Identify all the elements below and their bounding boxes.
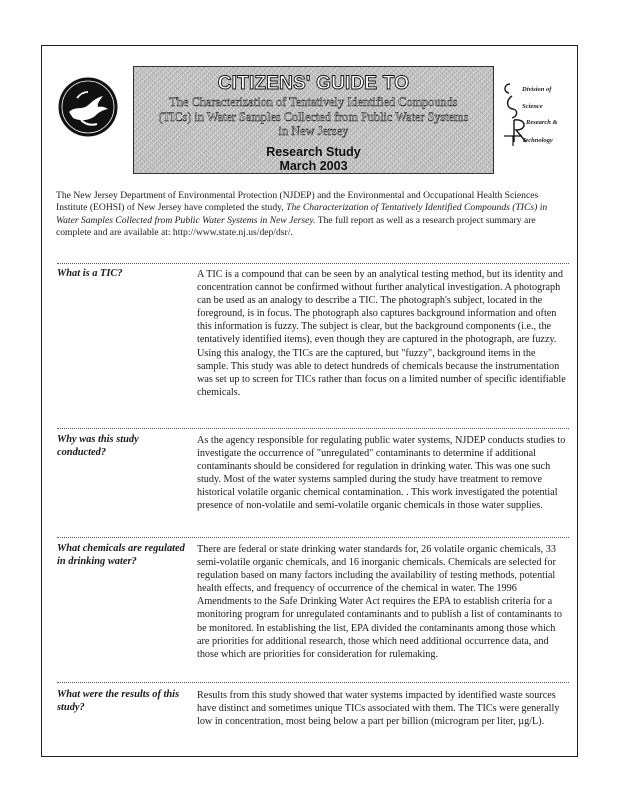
subtitle-line-2: (TICs) in Water Samples Collected from Public Water Systems [158, 109, 469, 124]
answer-regulated-chemicals: There are federal or state drinking water standards for, 26 volatile organic chemicals, 33 semi-volatile organic chemicals, and 16 inorganic chemicals. Chemicals are selected for regulation based on many factors including the availability of testing methods, potential health effects, and frequency of occurrence of the chemical in water. The 1996 Amendments to the Safe Drinking Water Act requires the EPA to establish criteria for a monitoring program for unregulated contaminants and to publish a list of contaminants to be monitored. In establishing the list, EPA divided the contaminants among those which are priorities for additional research, those which need additional occurrence data, and those which are priorities for consideration for rulemaking. [197, 544, 562, 660]
answer-study-results: Results from this study showed that water systems impacted by identified waste sources have distinct and sometimes unique TICs associated with them. The TICs were generally low in concentration, most being below a part per billion (microgram per liter, µg/L). [197, 690, 560, 728]
subtitle-line-3: in New Jersey [278, 124, 349, 138]
answer-why-conducted: As the agency responsible for regulating public water systems, NJDEP conducts studies to investigate the occurrence of "unregulated" contaminants to determine if additional contaminants should be considered for regulation in drinking water. This was one such study. Most of the water systems sampled during the study have treatment to remove historical volatile organic chemical contamination. . This work investigated the potential presence of non-volatile and semi-volatile organic chemicals in those water supplies. [197, 435, 566, 512]
question-regulated-chemicals: What chemicals are regulated in drinking water? [57, 543, 185, 567]
study-date: March 2003 [279, 158, 348, 173]
division-line-3: Research & [526, 119, 558, 126]
answer-what-is-tic: A TIC is a compound that can be seen by an analytical testing method, but its identity and concentration cannot be confirmed without further analytical investigation. A photograph can be used as an analogy to describe a TIC. The photograph's subject, located in the foreground, is in focus. The photograph also captures background information and often this information is fuzzy. The subject is clear, but the background components (i.e., the tentatively identified items), even though they are captured in the photograph, are fuzzy. Using this analogy, the TICs are the captured, but "fuzzy", background items in the sample. This study was able to detect hundreds of chemicals because the instrumentation was set up to screen for TICs rather than focus on a limited number of specific identifiable chemicals. [197, 269, 566, 398]
study-label: Research Study [266, 144, 361, 159]
division-line-4: Technology [522, 137, 553, 144]
intro-paragraph [56, 190, 570, 239]
page-title: CITIZENS' GUIDE TO [217, 73, 410, 94]
subtitle-line-1: The Characterization of Tentatively Identified Compounds [169, 95, 458, 109]
section-divider [57, 682, 569, 683]
section-divider [57, 537, 569, 538]
njdep-seal-logo [57, 76, 119, 138]
intro-text-after: The full report as well as a research project summary are complete and are available at: http://www.state.nj.us/dep/dsr/. [56, 214, 536, 238]
intro-text-before: The New Jersey Department of Environmental Protection (NJDEP) and the Environmental and Occupational Health Sciences Institute (EOHSI) of New Jersey have completed the study, [56, 190, 539, 214]
section-divider [57, 263, 569, 264]
division-line-2: Science [522, 103, 543, 110]
intro-study-title: The Characterization of Tentatively Identified Compounds (TICs) in Water Samples Collected from Public Water Systems in New Jersey. [56, 202, 548, 226]
question-why-conducted: Why was this study conducted? [57, 434, 139, 458]
section-divider [57, 428, 569, 429]
division-line-1: Division of [522, 86, 552, 93]
question-study-results: What were the results of this study? [57, 689, 180, 713]
question-what-is-tic: What is a TIC? [57, 268, 123, 279]
title-banner [133, 66, 494, 174]
